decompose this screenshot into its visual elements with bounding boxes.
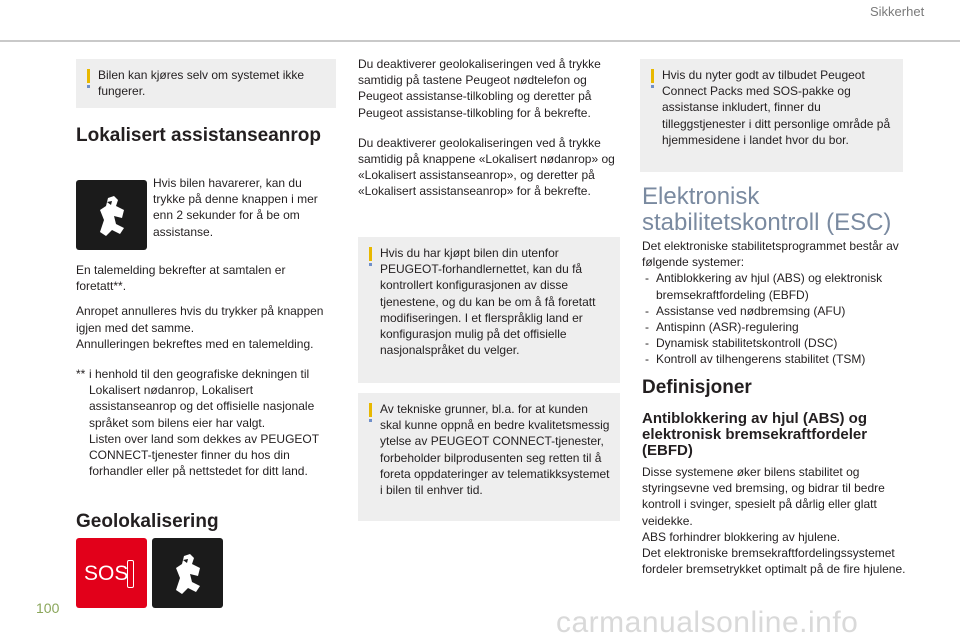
assist-description [153, 175, 333, 240]
note-marker-icon [369, 247, 372, 261]
info-note-connect-packs [640, 59, 903, 172]
list-item: - Antiblokkering av hjul (ABS) og elektronisk bremsekraftfordeling (EBFD) [642, 270, 906, 302]
peugeot-lion-icon [76, 180, 147, 250]
esc-text-block [642, 238, 906, 368]
note-marker-icon [87, 69, 90, 83]
heading-definitions: Definisjoner [642, 377, 752, 398]
note-marker-icon [369, 403, 372, 417]
deactivate-text-2: Du deaktiverer geolokaliseringen ved å trykke samtidig på knappene «Lokalisert nødanrop» og «Lokalisert assistanseanrop», og deretter på «Lokalisert assistanseanrop» for å bekrefte. [358, 135, 615, 199]
info-note-dealer [358, 237, 620, 383]
abs-text-3: Det elektroniske bremsekraftfordelingssystemet fordeler bremsetrykket optimalt på de fire hjulene. [642, 546, 906, 577]
info-note-technical [358, 393, 620, 521]
col1-text-block [76, 262, 334, 479]
footnote [76, 366, 334, 479]
abs-text-1: Disse systemene øker bilens stabilitet og styringsevne ved bremsing, og bidrar til bedre kontroll i svinger, spesielt på dårlig eller glatt veidekke. [642, 465, 885, 528]
peugeot-assistance-button-2 [152, 538, 223, 608]
header-rule [0, 40, 960, 42]
col2-text-block [358, 56, 620, 200]
footnote-text-b: Listen over land som dekkes av PEUGEOT CONNECT-tjenester finner du hos din forhandler eller på nettstedet for ditt land. [89, 431, 319, 479]
list-item: - Kontroll av tilhengerens stabilitet (TSM) [642, 351, 906, 367]
heading-esc [642, 184, 891, 236]
esc-intro: Det elektroniske stabilitetsprogrammet består av følgende systemer: [642, 239, 899, 270]
note-text: Bilen kan kjøres selv om systemet ikke fungerer. [98, 68, 305, 99]
note-marker-icon [651, 69, 654, 83]
cancel-confirm-text: Annulleringen bekreftes med en talemelding. [76, 336, 314, 351]
heading-esc-line1: Elektronisk [642, 183, 760, 210]
page-header [0, 0, 960, 40]
abs-text-block [642, 464, 908, 577]
note-text: Hvis du har kjøpt bilen din utenfor PEUGEOT-forhandlernettet, kan du få kontrollert konfigurasjonen av disse tjenestene, og du kan be om å få foretatt modifiseringen. I et flerspråklig land er konfigurasjon mulig på det offisielle nasjonalspråket du velger. [380, 246, 596, 358]
list-item: - Assistanse ved nødbremsing (AFU) [642, 303, 906, 319]
heading-assistance-call: Lokalisert assistanseanrop [76, 125, 321, 146]
footnote-text-a: i henhold til den geografiske dekningen til Lokalisert nødanrop, Lokalisert assistanseanrop og det offisielle nasjonale språket som bilens eier har valgt. [89, 367, 315, 430]
list-item: - Antispinn (ASR)-regulering [642, 319, 906, 335]
heading-geolocation: Geolokalisering [76, 511, 219, 532]
heading-abs: Antiblokkering av hjul (ABS) og elektronisk bremsekraftfordeler (EBFD) [642, 410, 868, 459]
watermark: carmanualsonline.info [556, 606, 859, 639]
cancel-text: Anropet annulleres hvis du trykker på knappen igjen med det samme. [76, 304, 324, 335]
page-number: 100 [36, 600, 60, 616]
section-title: Sikkerhet [870, 4, 925, 19]
esc-list [642, 270, 906, 367]
info-note-system [76, 59, 336, 108]
heading-esc-line2: stabilitetskontroll (ESC) [642, 209, 892, 236]
footnote-mark: ** [76, 367, 86, 382]
abs-text-2: ABS forhindrer blokkering av hjulene. [642, 529, 841, 544]
peugeot-lion-icon [152, 538, 223, 608]
note-text: Av tekniske grunner, bl.a. for at kunden skal kunne oppnå en bedre kvalitetsmessig ytelse av PEUGEOT CONNECT-tjenester, forbeholder bilprodusenten seg retten til å foreta oppdateringer av telematikksystemet i bilen til enhver tid. [380, 402, 610, 498]
sos-button [76, 538, 147, 608]
deactivate-text-1: Du deaktiverer geolokaliseringen ved å trykke samtidig på tastene Peugeot nødtelefon og Peugeot assistanse-tilkobling og deretter på Peugeot assistanse-tilkobling for å bekrefte. [358, 57, 601, 120]
peugeot-assistance-button [76, 180, 147, 250]
sos-label: SOS [84, 562, 129, 585]
assist-text: Hvis bilen havarerer, kan du trykke på denne knappen i mer enn 2 sekunder for å be om assistanse. [153, 176, 318, 239]
list-item: - Dynamisk stabilitetskontroll (DSC) [642, 335, 906, 351]
note-text: Hvis du nyter godt av tilbudet Peugeot Connect Packs med SOS-pakke og assistanse inkludert, finner du tilleggstjenester i ditt personlige område på hjemmesidene i landet hvor du bor. [662, 68, 891, 147]
voice-confirm-text: En talemelding bekrefter at samtalen er foretatt**. [76, 263, 286, 294]
sos-slot-icon [127, 560, 134, 588]
